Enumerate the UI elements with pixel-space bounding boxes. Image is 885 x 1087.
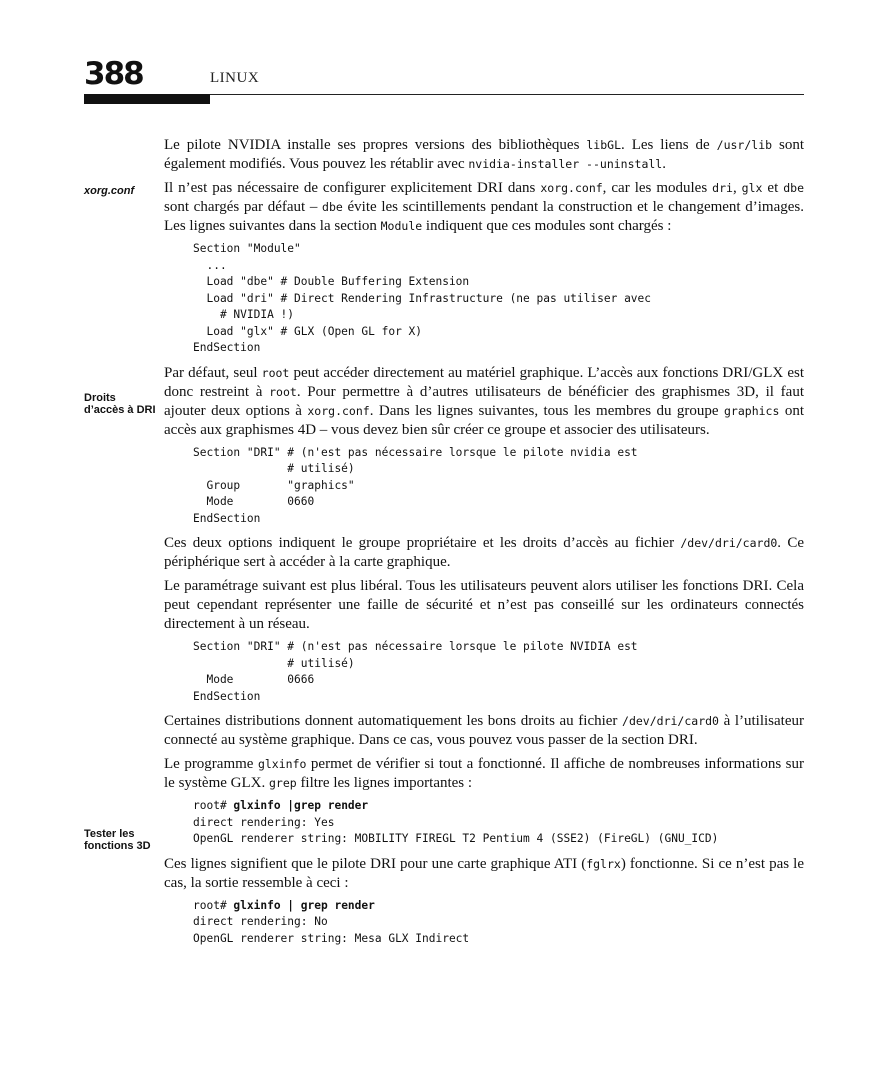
code-block-dri-mode: Section "DRI" # (n'est pas nécessaire lorsque le pilote NVIDIA est # utilisé) Mode 0666 EndSection — [193, 640, 638, 703]
paragraph-nvidia-libgl: Le pilote NVIDIA installe ses propres versions des bibliothèques libGL. Les liens de /usr/lib sont également modifiés. Vous pouvez les rétablir avec nvidia-installer --uninstall. — [164, 137, 804, 172]
paragraph-xorg-modules: Il n’est pas nécessaire de configurer explicitement DRI dans xorg.conf, car les modules dri, glx et dbe sont chargés par défaut – dbe évite les scintillements pendant la construction et le changement d’images. Les lignes suivantes dans la section Module indiquent que ces modules sont chargés : — [164, 180, 805, 234]
margin-note-droits-dri: Droits d’accès à DRI — [84, 392, 156, 416]
page-number: 388 — [84, 56, 143, 92]
running-head: LINUX — [210, 70, 260, 86]
paragraph-distributions: Certaines distributions donnent automatiquement les bons droits au fichier /dev/dri/card0 à l’utilisateur connecté au système graphique. Dans ce cas, vous pouvez vous passer de la section DRI. — [164, 713, 804, 748]
paragraph-owner-permissions: Ces deux options indiquent le groupe propriétaire et les droits d’accès au fichier /dev/dri/card0. Ce périphérique sert à accéder à la carte graphique. — [164, 535, 804, 570]
header-rule-bar — [84, 94, 210, 104]
paragraph-glxinfo: Le programme glxinfo permet de vérifier si tout a fonctionné. Il affiche de nombreuses informations sur le système GLX. grep filtre les lignes importantes : — [164, 756, 804, 791]
paragraph-liberal-settings: Le paramétrage suivant est plus libéral. Tous les utilisateurs peuvent alors utiliser les fonctions DRI. Cela peut cependant représenter une faille de sécurité et n’est pas conseillé sur les ordinateurs connectés directement à un réseau. — [164, 578, 804, 632]
margin-note-xorg-conf: xorg.conf — [84, 185, 135, 197]
code-block-glxinfo-yes: root# glxinfo |grep render direct rendering: Yes OpenGL renderer string: MOBILITY FIREGL T2 Pentium 4 (SSE2) (FireGL) (GNU_ICD) — [193, 799, 719, 845]
main-text — [164, 136, 804, 954]
paragraph-dri-access: Par défaut, seul root peut accéder directement au matériel graphique. L’accès aux fonctions DRI/GLX est donc restreint à root. Pour permettre à d’autres utilisateurs de bénéficier des graphismes 3D, il faut ajouter deux options à xorg.conf. Dans les lignes suivantes, tous les membres du groupe graphics ont accès aux graphismes 4D – vous devez bien sûr créer ce groupe et associer des utilisateurs. — [164, 364, 804, 438]
code-block-glxinfo-no: root# glxinfo | grep render direct rendering: No OpenGL renderer string: Mesa GLX Indirect — [193, 898, 470, 945]
margin-note-tester-3d: Tester les fonctions 3D — [84, 828, 151, 852]
code-block-module-section: Section "Module" ... Load "dbe" # Double Buffering Extension Load "dri" # Direct Rendering Infrastructure (ne pas utiliser avec # NVIDIA !) Load "glx" # GLX (Open GL for X) EndSection — [193, 242, 652, 354]
paragraph-ati-fglrx: Ces lignes signifient que le pilote DRI pour une carte graphique ATI (fglrx) fonctionne. Si ce n’est pas le cas, la sortie ressemble à ceci : — [164, 855, 804, 891]
code-block-dri-group: Section "DRI" # (n'est pas nécessaire lorsque le pilote nvidia est # utilisé) Group "graphics" Mode 0660 EndSection — [193, 445, 638, 525]
